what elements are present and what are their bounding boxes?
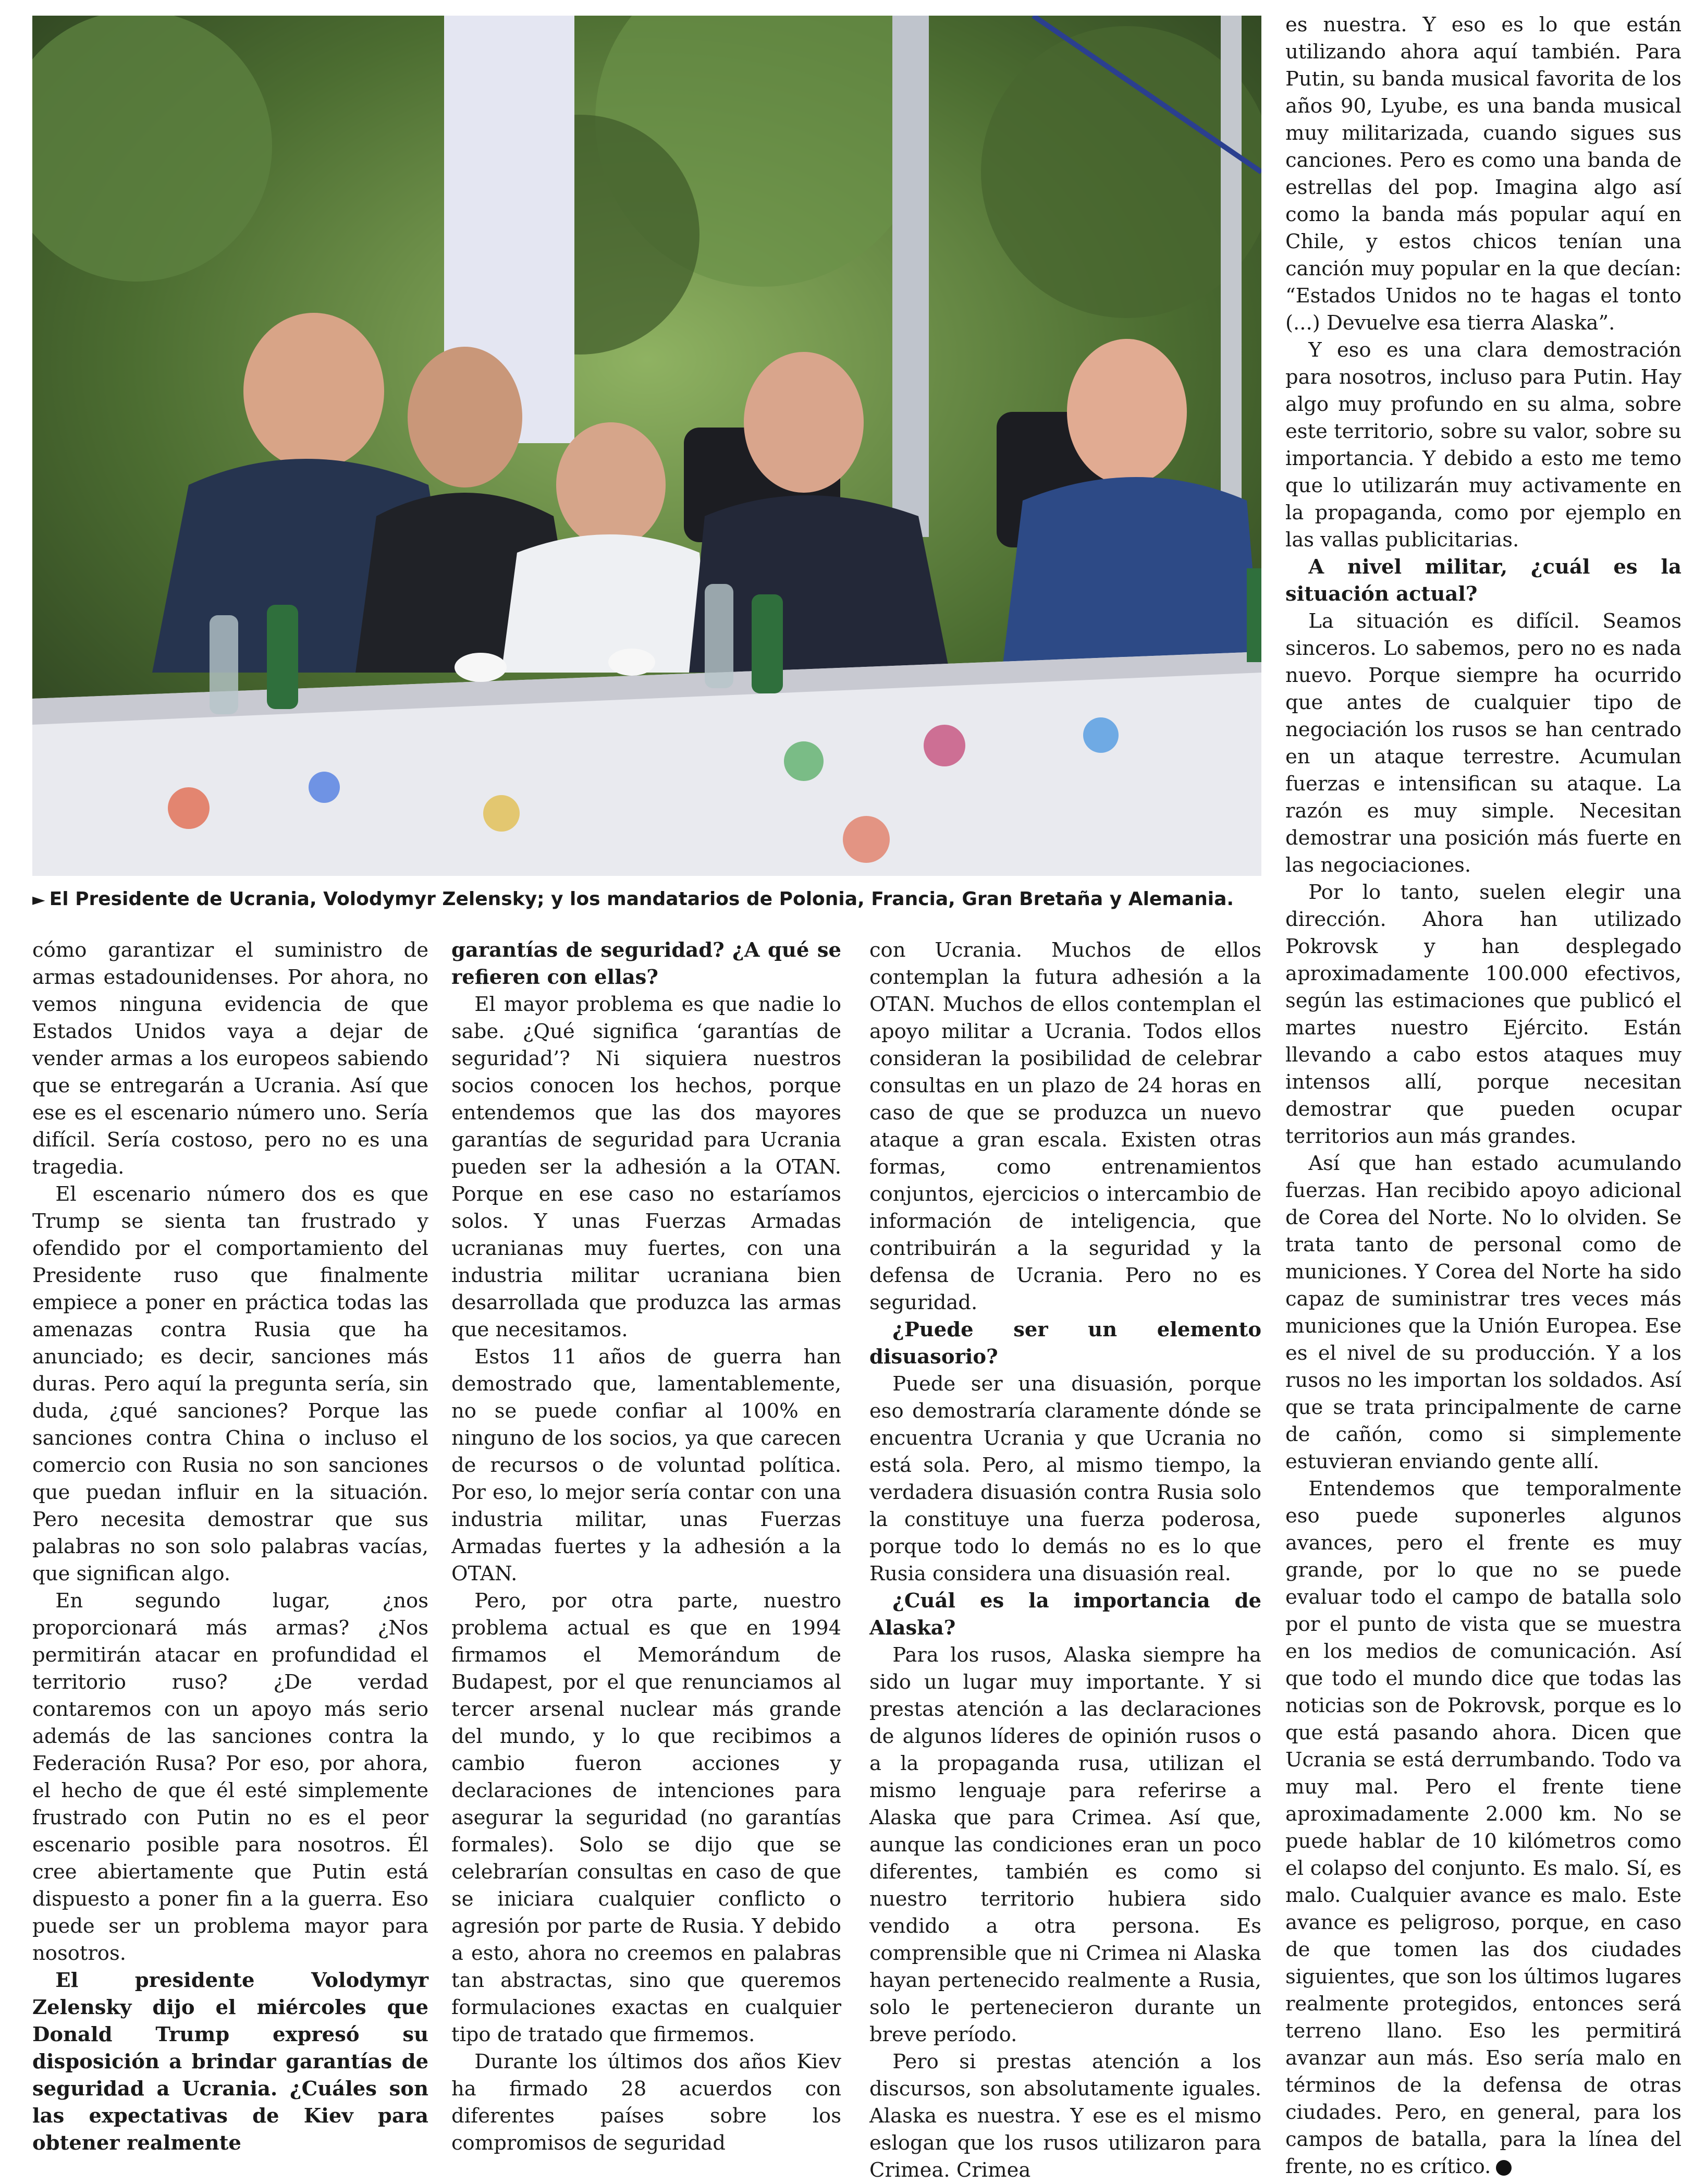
- meeting-illustration: [32, 16, 1261, 876]
- article-paragraph: Así que han estado acumulando fuerzas. Han recibido apoyo adicional de Corea del Norte. No lo olviden. Se trata tanto de personal como de municiones. Y Corea del Norte ha sido capaz de suministrar tres veces más municiones que la Unión Europea. Ese es el nivel de su producción. Y a los rusos no les importan los soldados. Así que se trata principalmente de carne de cañón, como si simplemente estuvieran enviando gente allí.: [1285, 1152, 1682, 1473]
- article-paragraph: Estos 11 años de guerra han demostrado que, lamentablemente, no se puede confiar al 100% en ninguno de los socios, ya que carecen de recursos o de voluntad política. Por eso, lo mejor sería contar con una industria militar, unas Fuerzas Armadas fuertes y la adhesión a la OTAN.: [451, 1345, 841, 1585]
- interview-question: garantías de seguridad? ¿A qué se refieren con ellas?: [451, 938, 841, 989]
- article-paragraph: El escenario número dos es que Trump se sienta tan frustrado y ofendido por el comportamiento del Presidente ruso que finalmente empiece a poner en práctica todas las amenazas contra Rusia que ha anunciado; es decir, sanciones más duras. Pero aquí la pregunta sería, sin duda, ¿qué sanciones? Porque las sanciones contra China o incluso el comercio con Rusia no son sanciones que puedan influir en la situación. Pero necesita demostrar que sus palabras no son solo palabras vacías, que significan algo.: [32, 1182, 428, 1585]
- article-paragraph: Entendemos que temporalmente eso puede suponerles algunos avances, pero el frente es muy grande, por lo que no se puede evaluar todo el campo de batalla solo por el punto de vista que se muestra en los medios de comunicación. Así que todo el mundo dice que todas las noticias son de Pokrovsk, porque es lo que está pasando ahora. Dicen que Ucrania se está derrumbando. Todo va muy mal. Pero el frente tiene aproximadamente 2.000 km. No se puede hablar de 10 kilómetros como el colapso del conjunto. Es malo. Sí, es malo. Cualquier avance es malo. Este avance es peligroso, porque, en caso de que tomen las dos ciudades siguientes, que son los últimos lugares realmente protegidos, entonces será terreno llano. Eso les permitirá avanzar aun más. Eso sería malo en términos de la defensa de otras ciudades. Pero, en general, para los campos de batalla, para la línea del frente, no es crítico.: [1285, 1477, 1682, 2178]
- article-paragraph: con Ucrania. Muchos de ellos contemplan la futura adhesión a la OTAN. Muchos de ellos contemplan el apoyo militar a Ucrania. Todos ellos consideran la posibilidad de celebrar consultas en un plazo de 24 horas en caso de que se produzca un nuevo ataque a gran escala. Existen otras formas, como entrenamientos conjuntos, ejercicios o intercambio de información de inteligencia, que contribuirán a la seguridad y la defensa de Ucrania. Pero no es seguridad.: [869, 938, 1261, 1314]
- article-paragraph: Por lo tanto, suelen elegir una dirección. Ahora han utilizado Pokrovsk y han desplegado aproximadamente 100.000 efectivos, según las estimaciones que publicó el martes nuestro Ejército. Están llevando a cabo estos ataques muy intensos allí, porque necesitan demostrar que pueden ocupar territorios aun más grandes.: [1285, 881, 1682, 1148]
- interview-question: El presidente Volodymyr Zelensky dijo el miércoles que Donald Trump expresó su disposición a brindar garantías de seguridad a Ucrania. ¿Cuáles son las expectativas de Kiev para obtener realmente: [32, 1969, 428, 2155]
- article-paragraph: Para los rusos, Alaska siempre ha sido un lugar muy importante. Y si prestas atención a las declaraciones de algunos líderes de opinión rusos o a la propaganda rusa, utilizan el mismo lenguaje para referirse a Alaska que para Crimea. Así que, aunque las condiciones eran un poco diferentes, también es como si nuestro territorio hubiera sido vendido a otra persona. Es comprensible que ni Crimea ni Alaska hayan pertenecido realmente a Rusia, solo le pertenecieron durante un breve período.: [869, 1643, 1261, 2046]
- interview-question: A nivel militar, ¿cuál es la situación actual?: [1285, 555, 1682, 606]
- article-paragraph: La situación es difícil. Seamos sinceros. Lo sabemos, pero no es nada nuevo. Porque siempre ha ocurrido que antes de cualquier tipo de negociación los rusos se han centrado en un ataque terrestre. Acumulan fuerzas e intensifican su ataque. La razón es muy simple. Necesitan demostrar una posición más fuerte en las negociaciones.: [1285, 609, 1682, 877]
- article-paragraph: En segundo lugar, ¿nos proporcionará más armas? ¿Nos permitirán atacar en profundidad el territorio ruso? ¿De verdad contaremos con un apoyo más serio además de las sanciones contra la Federación Rusa? Por eso, por ahora, el hecho de que él esté simplemente frustrado con Putin no es el peor escenario posible para nosotros. Él cree abiertamente que Putin está dispuesto a poner fin a la guerra. Eso puede ser un problema mayor para nosotros.: [32, 1589, 428, 1965]
- article-paragraph: Y eso es una clara demostración para nosotros, incluso para Putin. Hay algo muy profundo en su alma, sobre este territorio, sobre su valor, sobre su importancia. Y debido a esto me temo que lo utilizarán muy activamente en la propaganda, como por ejemplo en las vallas publicitarias.: [1285, 338, 1682, 552]
- article-paragraph: El mayor problema es que nadie lo sabe. ¿Qué significa ‘garantías de seguridad’? Ni siquiera nuestros socios conocen los hechos, porque entendemos que las dos mayores garantías de seguridad para Ucrania pueden ser la adhesión a la OTAN. Porque en ese caso no estaríamos solos. Y unas Fuerzas Armadas ucranianas muy fuertes, con una industria militar ucraniana bien desarrollada que produzca las armas que necesitamos.: [451, 993, 841, 1341]
- article-paragraph: Pero, por otra parte, nuestro problema actual es que en 1994 firmamos el Memorándum de Budapest, por el que renunciamos al tercer arsenal nuclear más grande del mundo, y lo que recibimos a cambio fueron acciones y declaraciones de intenciones para asegurar la seguridad (no garantías formales). Solo se dijo que se celebrarían consultas en caso de que se iniciara cualquier conflicto o agresión por parte de Rusia. Y debido a esto, ahora no creemos en palabras tan abstractas, sino que queremos formulaciones exactas en cualquier tipo de tratado que firmemos.: [451, 1589, 841, 2046]
- article-paragraph: Pero si prestas atención a los discursos, son absolutamente iguales. Alaska es nuestra. Y ese es el mismo eslogan que los rusos utilizaron para Crimea. Crimea: [869, 2050, 1261, 2182]
- interview-question: ¿Cuál es la importancia de Alaska?: [869, 1589, 1261, 1640]
- end-of-article-dot-icon: [1496, 2160, 1512, 2176]
- article-paragraph: Puede ser una disuasión, porque eso demostraría claramente dónde se encuentra Ucrania y que Ucrania no está sola. Pero, al mismo tiempo, la verdadera disuasión contra Rusia solo la constituye una fuerza poderosa, porque todo lo demás no es lo que Rusia considera una disuasión real.: [869, 1372, 1261, 1585]
- article-column-2: [451, 937, 841, 2155]
- article-column-4: [1285, 11, 1682, 2178]
- news-photo: [32, 16, 1261, 876]
- interview-question: ¿Puede ser un elemento disuasorio?: [869, 1318, 1261, 1369]
- article-column-3: [869, 937, 1261, 2182]
- caption-marker-icon: ►: [32, 889, 45, 909]
- article-paragraph: Durante los últimos dos años Kiev ha firmado 28 acuerdos con diferentes países sobre los compromisos de seguridad: [451, 2050, 841, 2155]
- article-paragraph: es nuestra. Y eso es lo que están utilizando ahora aquí también. Para Putin, su banda musical favorita de los años 90, Lyube, es una banda musical muy militarizada, cuando sigues sus canciones. Pero es como una banda de estrellas del pop. Imagina algo así como la banda más popular aquí en Chile, y estos chicos tenían una canción muy popular en la que decían: “Estados Unidos no te hagas el tonto (...) Devuelve esa tierra Alaska”.: [1285, 13, 1682, 335]
- caption-text: El Presidente de Ucrania, Volodymyr Zelensky; y los mandatarios de Polonia, Francia, Gran Bretaña y Alemania.: [49, 888, 1234, 910]
- photo-caption: [32, 884, 1261, 915]
- article-column-1: [32, 937, 428, 2155]
- article-paragraph: cómo garantizar el suministro de armas estadounidenses. Por ahora, no vemos ninguna evidencia de que Estados Unidos vaya a dejar de vender armas a los europeos sabiendo que se entregarán a Ucrania. Así que ese es el escenario número uno. Sería difícil. Sería costoso, pero no es una tragedia.: [32, 938, 428, 1179]
